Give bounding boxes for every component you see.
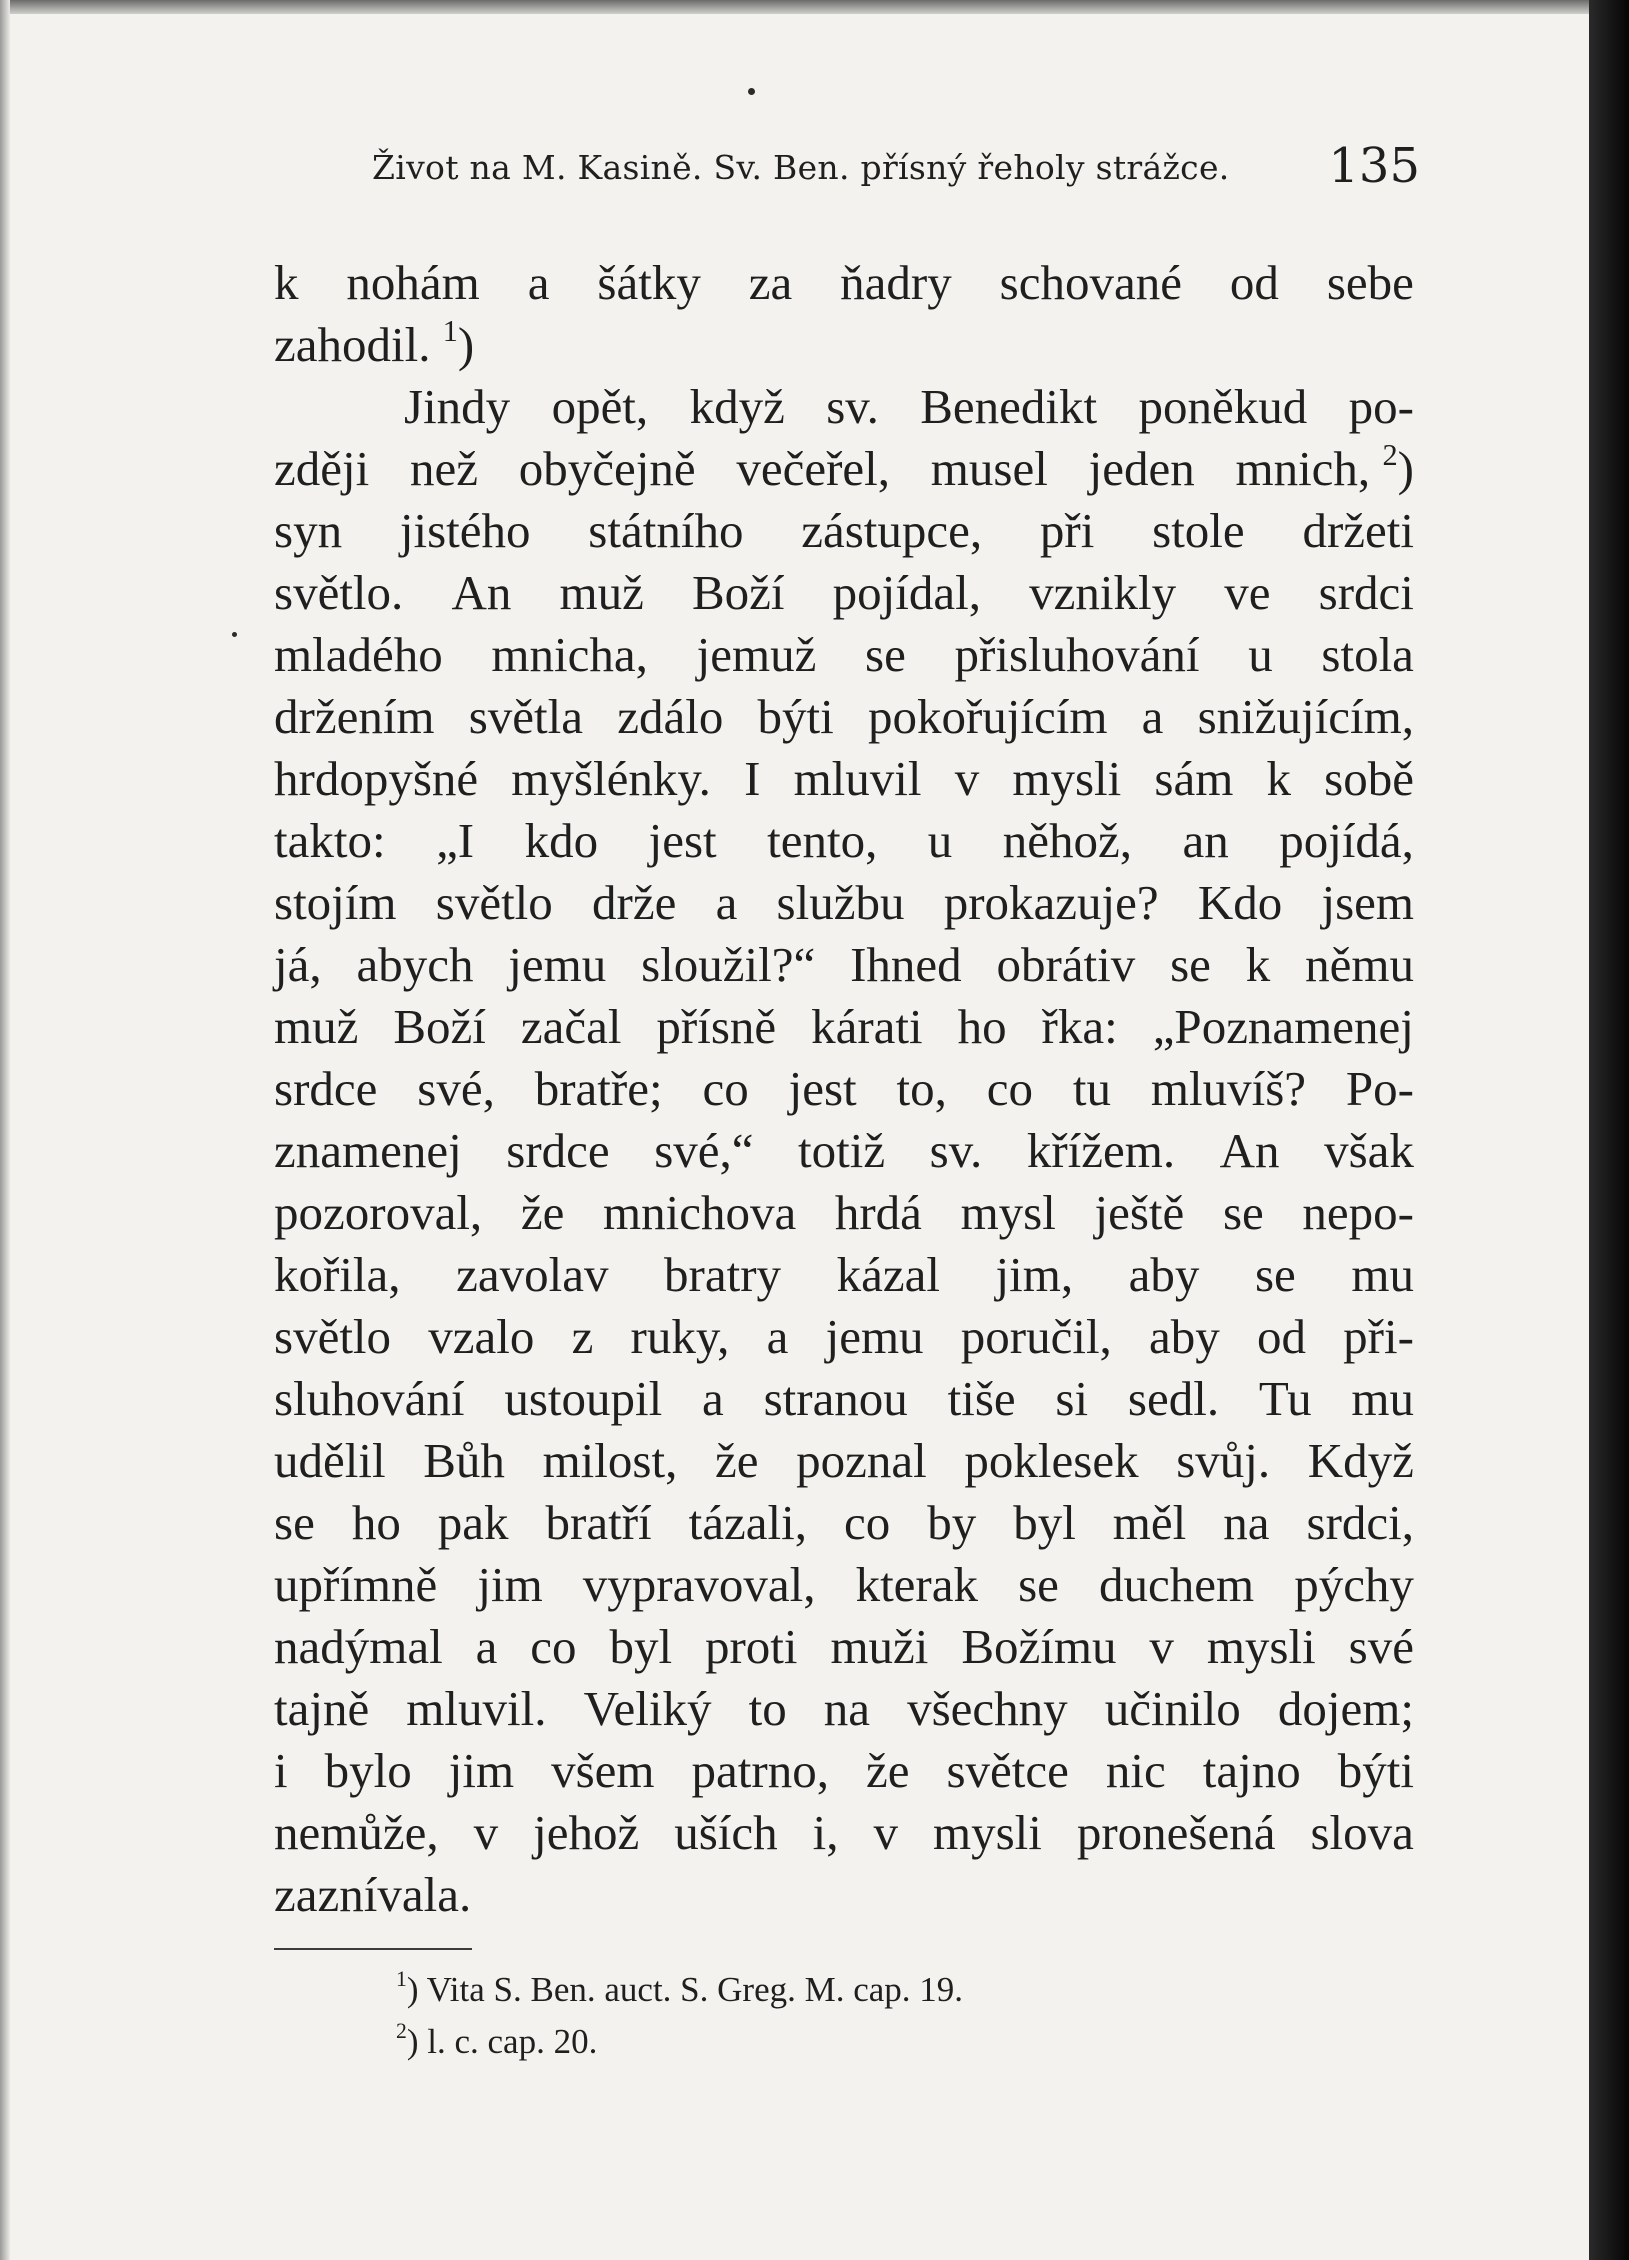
- text-line: zahodil. $^1$): [274, 314, 1414, 376]
- main-text: [274, 252, 1414, 1926]
- text-line: znamenej srdce své,“ totiž sv. křížem. An však: [274, 1123, 1414, 1178]
- text-line: muž Boží začal přísně kárati ho řka: „Poznamenej: [274, 999, 1414, 1054]
- text-line: pozoroval, že mnichova hrdá mysl ještě se nepo-: [274, 1185, 1414, 1240]
- text-line: Jindy opět, když sv. Benedikt poněkud po-: [404, 379, 1414, 434]
- text-line: syn jistého státního zástupce, při stole držeti: [274, 503, 1414, 558]
- print-speck: [232, 632, 237, 637]
- footnote-ref-2: 2: [1382, 437, 1398, 472]
- text-line: srdce své, bratře; co jest to, co tu mluvíš? Po-: [274, 1061, 1414, 1116]
- footnote-2: $^2$) l. c. cap. 20.: [396, 2019, 598, 2061]
- scan-left-edge: [0, 0, 10, 2260]
- text-line: nemůže, v jehož uších i, v mysli pronešená slova: [274, 1805, 1414, 1860]
- text-line: nadýmal a co byl proti muži Božímu v mysli své: [274, 1619, 1414, 1674]
- text-line: takto: „I kdo jest tento, u něhož, an pojídá,: [274, 813, 1414, 868]
- text-line: zaznívala.: [274, 1867, 472, 1922]
- text-line: udělil Bůh milost, že poznal poklesek svůj. Když: [274, 1433, 1414, 1488]
- footnote-1: $^1$) Vita S. Ben. auct. S. Greg. M. cap. 19.: [396, 1967, 964, 2009]
- text-line: se ho pak bratří tázali, co by byl měl na srdci,: [274, 1495, 1414, 1550]
- text-line: k nohám a šátky za ňadry schované od sebe: [274, 255, 1414, 310]
- text-line: světlo vzalo z ruky, a jemu poručil, aby od při-: [274, 1309, 1414, 1364]
- text-line: mladého mnicha, jemuž se přisluhování u stola: [274, 627, 1414, 682]
- text-line: i bylo jim všem patrno, že světce nic tajno býti: [274, 1743, 1414, 1798]
- text-line: kořila, zavolav bratry kázal jim, aby se mu: [274, 1247, 1414, 1302]
- text-line: světlo. An muž Boží pojídal, vznikly ve srdci: [274, 565, 1414, 620]
- text-line: držením světla zdálo býti pokořujícím a snižujícím,: [274, 689, 1414, 744]
- text-line: stojím světlo drže a službu prokazuje? Kdo jsem: [274, 875, 1414, 930]
- footnote-ref-1: $^1$): [442, 313, 475, 372]
- text-line: hrdopyšné myšlénky. I mluvil v mysli sám k sobě: [274, 751, 1414, 806]
- running-head: Život na M. Kasině. Sv. Ben. přísný řeholy strážce.: [372, 148, 1230, 187]
- page-number: 135: [1328, 138, 1420, 194]
- scan-top-edge: [0, 0, 1629, 14]
- footnote-divider: [274, 1948, 472, 1950]
- text-line: sluhování ustoupil a stranou tiše si sedl. Tu mu: [274, 1371, 1414, 1426]
- page-header: [372, 138, 1420, 198]
- footnotes: [396, 1964, 963, 2068]
- scan-right-edge: [1589, 0, 1629, 2260]
- print-speck: [748, 88, 755, 95]
- text-line: upřímně jim vypravoval, kterak se duchem pýchy: [274, 1557, 1414, 1612]
- text-line: tajně mluvil. Veliký to na všechny učinilo dojem;: [274, 1681, 1414, 1736]
- text-line: já, abych jemu sloužil?“ Ihned obrátiv se k němu: [274, 937, 1414, 992]
- text-line: zději než obyčejně večeřel, musel jeden mnich, $^2$): [274, 437, 1414, 496]
